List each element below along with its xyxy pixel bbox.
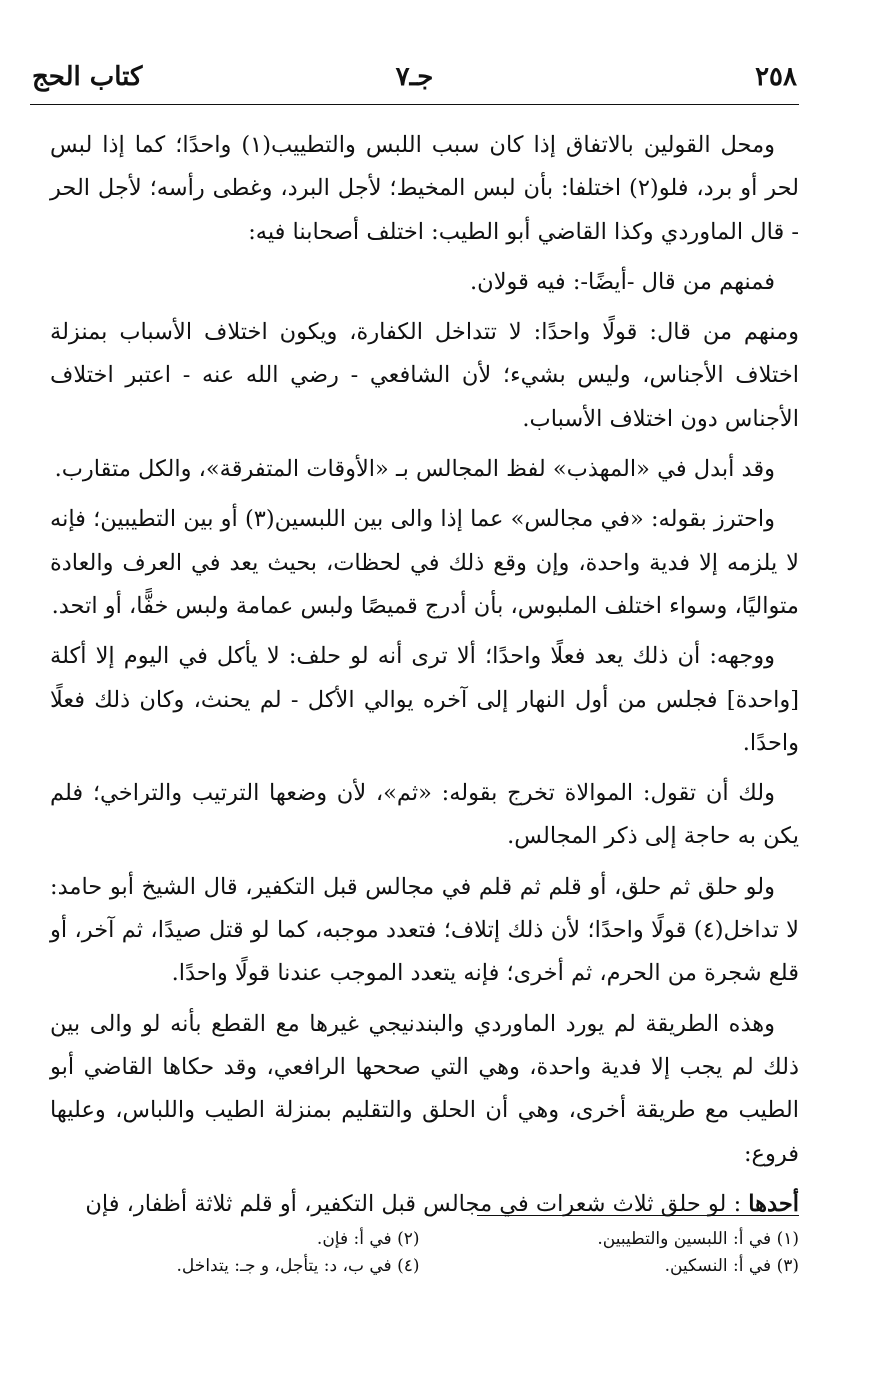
paragraph bbox=[50, 1003, 799, 1176]
paragraph-text: ووجهه: أن ذلك يعد فعلًا واحدًا؛ ألا ترى أنه لو حلف: لا يأكل في اليوم إلا أكلة [واحدة] فجلس من أول النهار إلى آخره يوالي الأكل - لم يحنث، وكان ذلك فعلًا واحدًا. bbox=[50, 643, 799, 756]
paragraph bbox=[50, 448, 799, 491]
footnotes bbox=[60, 1226, 799, 1280]
paragraph-text: ومنهم من قال: قولًا واحدًا: لا تتداخل الكفارة، ويكون اختلاف الأسباب بمنزلة اختلاف الأجناس، وليس بشيء؛ لأن الشافعي - رضي الله عنه - اعتبر اختلاف الأجناس دون اختلاف الأسباب. bbox=[50, 319, 799, 432]
paragraph bbox=[50, 124, 799, 254]
main-text bbox=[50, 124, 799, 1233]
paragraph bbox=[50, 261, 799, 304]
paragraph-text: وهذه الطريقة لم يورد الماوردي والبندنيجي غيرها مع القطع بأنه لو والى بين ذلك لم يجب إلا فدية واحدة، وهي التي صححها الرافعي، وقد حكاها القاضي أبو الطيب مع طريقة أخرى، وهي أن الحلق والتقليم بمنزلة الطيب واللباس، وعليها فروع: bbox=[50, 1010, 799, 1167]
footnote: (٢) في أ: فإن. bbox=[316, 1229, 420, 1249]
paragraph bbox=[50, 498, 799, 628]
footnote-rule bbox=[477, 1215, 799, 1216]
page-header bbox=[32, 62, 797, 102]
volume-number: جـ٧ bbox=[395, 62, 434, 92]
page-number: ٢٥٨ bbox=[755, 62, 797, 92]
paragraph-lead: أحدها bbox=[748, 1190, 799, 1217]
paragraph-text: ولو حلق ثم حلق، أو قلم ثم قلم في مجالس قبل التكفير، قال الشيخ أبو حامد: لا تداخل(٤) قولًا واحدًا؛ لأن ذلك إتلاف؛ فتعدد موجبه، كما لو قتل صيدًا، ثم آخر، أو قلع شجرة من الحرم، ثم أخرى؛ فإنه يتعدد الموجب عندنا قولًا واحدًا. bbox=[50, 873, 799, 987]
paragraph bbox=[50, 866, 799, 996]
header-rule bbox=[30, 104, 799, 105]
footnote: (٤) في ب، د: يتأجل، و جـ: يتداخل. bbox=[176, 1256, 420, 1276]
book-title: كتاب الحج bbox=[32, 62, 143, 92]
paragraph-text: ومحل القولين بالاتفاق إذا كان سبب اللبس والتطييب(١) واحدًا؛ كما إذا لبس لحر أو برد، فلو(٢) اختلفا: بأن لبس المخيط؛ لأجل البرد، وغطى رأسه؛ لأجل الحر - قال الماوردي وكذا القاضي أبو الطيب: اختلف أصحابنا فيه: bbox=[50, 132, 800, 245]
paragraph-text: ولك أن تقول: الموالاة تخرج بقوله: «ثم»، لأن وضعها الترتيب والتراخي؛ فلم يكن به حاجة إلى ذكر المجالس. bbox=[50, 780, 799, 850]
paragraph-text: واحترز بقوله: «في مجالس» عما إذا والى بين اللبسين(٣) أو بين التطيبين؛ فإنه لا يلزمه إلا فدية واحدة، وإن وقع ذلك في لحظات، بحيث يعد في العرف والعادة متواليًا، وسواء اختلف الملبوس، بأن أدرج قميصًا ولبس عمامة ولبس خفًّا، أو اتحد. bbox=[50, 506, 799, 619]
footnote: (١) في أ: اللبسين والتطيبين. bbox=[597, 1229, 799, 1249]
paragraph bbox=[50, 772, 799, 859]
paragraph bbox=[50, 1183, 799, 1226]
footnote: (٣) في أ: النسكين. bbox=[664, 1256, 799, 1276]
paragraph-text: وقد أبدل في «المهذب» لفظ المجالس بـ «الأوقات المتفرقة»، والكل متقارب. bbox=[54, 456, 775, 483]
paragraph-text: فمنهم من قال -أيضًا-: فيه قولان. bbox=[470, 268, 775, 295]
paragraph-text: : لو حلق ثلاث شعرات في مجالس قبل التكفير، أو قلم ثلاثة أظفار، فإن bbox=[85, 1190, 749, 1217]
paragraph bbox=[50, 635, 799, 765]
paragraph bbox=[50, 311, 799, 441]
